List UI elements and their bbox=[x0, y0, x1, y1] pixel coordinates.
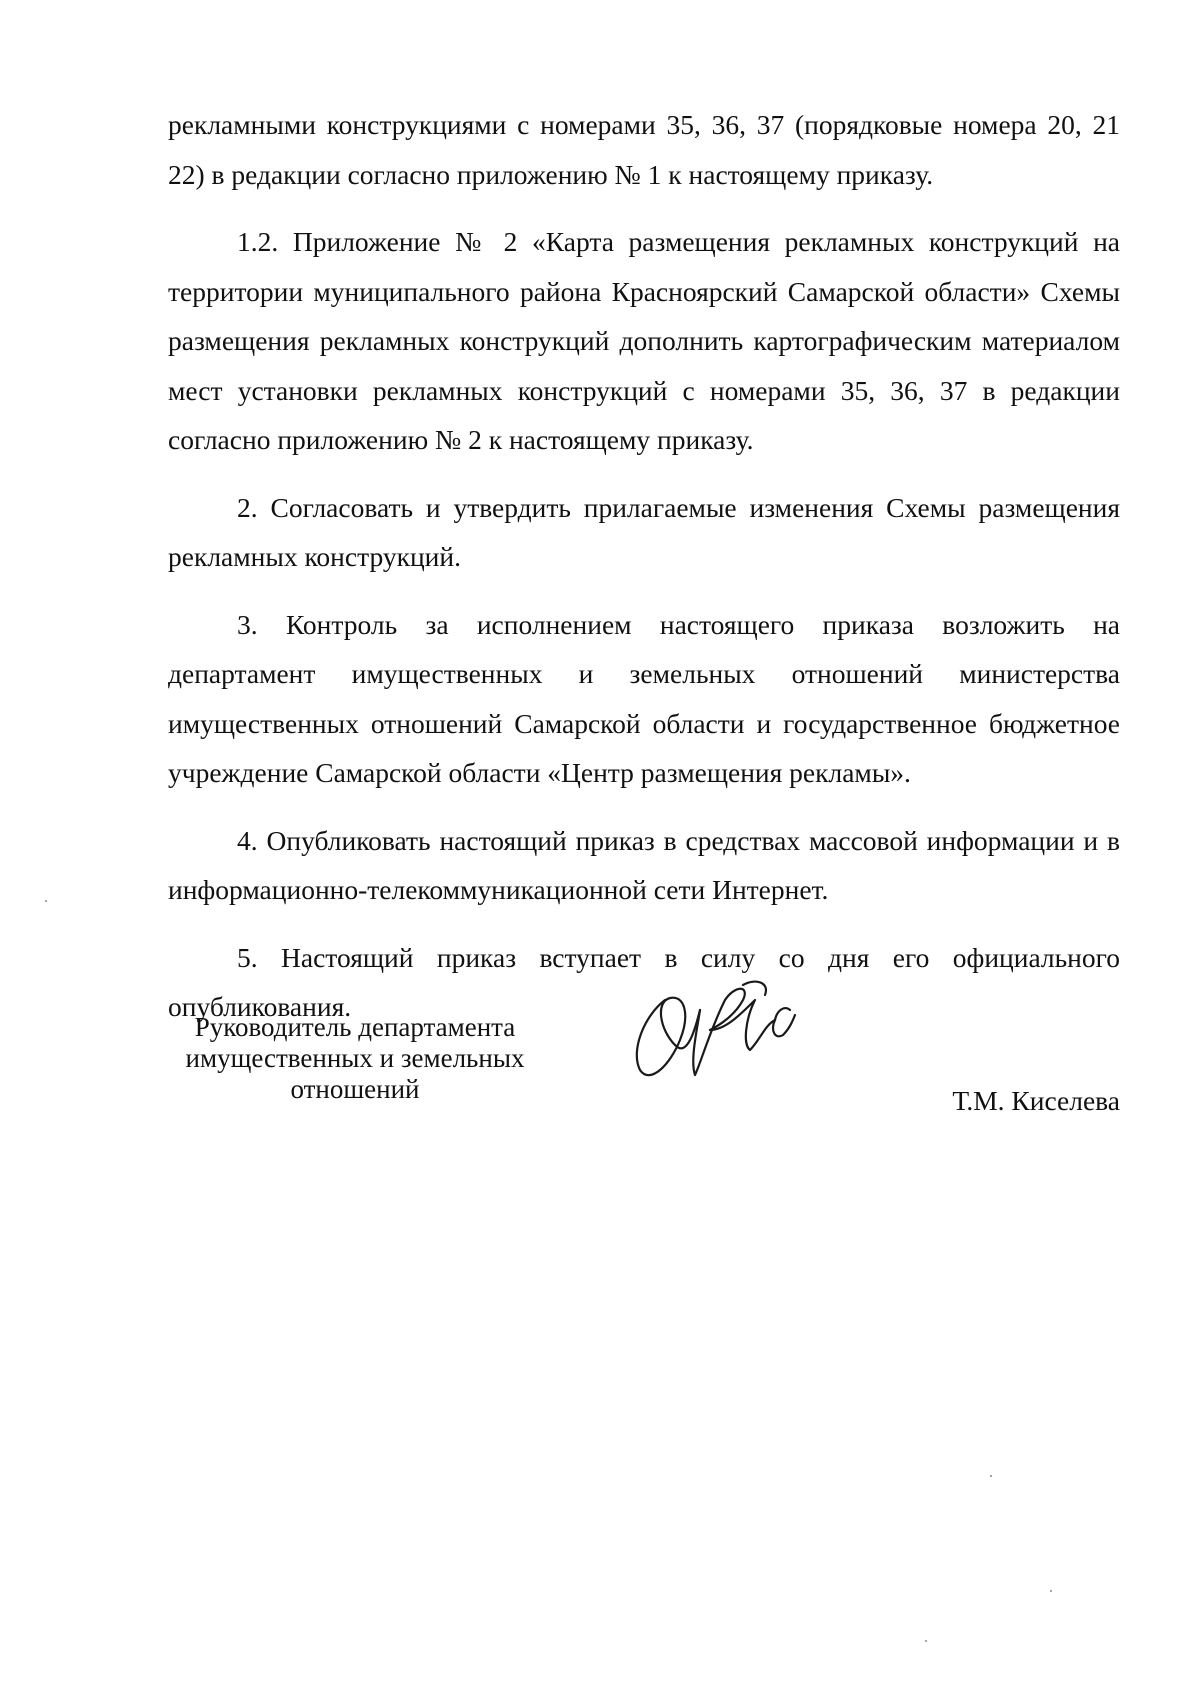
document-body bbox=[168, 100, 1120, 1032]
paragraph-4: 4. Опубликовать настоящий приказ в средствах массовой информации и в информационно-телекоммуникационной сети Интернет. bbox=[168, 824, 1120, 905]
signer-position-line-1: Руководитель департамента bbox=[194, 1012, 516, 1042]
paragraph-2: 2. Согласовать и утвердить прилагаемые изменения Схемы размещения рекламных конструкций. bbox=[168, 491, 1120, 572]
handwritten-signature bbox=[625, 970, 825, 1090]
scan-speck bbox=[45, 900, 47, 902]
signer-position-line-3: отношений bbox=[290, 1074, 420, 1104]
signer-position bbox=[150, 1012, 560, 1105]
paragraph-1-continuation: рекламными конструкциями с номерами 35, 36, 37 (порядковые номера 20, 21 22) в редакции согласно приложению № 1 к настоящему приказу. bbox=[168, 109, 1120, 190]
scan-speck bbox=[925, 1640, 927, 1642]
scan-speck bbox=[1050, 1590, 1052, 1592]
paragraph-3: 3. Контроль за исполнением настоящего приказа возложить на департамент имущественных и земельных отношений министерства имущественных отношений Самарской области и государственное бюджетное учреждение Самарской области «Центр размещения рекламы». bbox=[168, 608, 1120, 788]
paragraph-5: 5. Настоящий приказ вступает в силу со дня его официального опубликования. bbox=[168, 941, 1120, 1022]
signer-name: Т.М. Киселева bbox=[952, 1085, 1120, 1116]
paragraph-1-2: 1.2. Приложение № 2 «Карта размещения рекламных конструкций на территории муниципального района Красноярский Самарской области» Схемы размещения рекламных конструкций дополнить картографическим материалом мест установки рекламных конструкций с номерами 35, 36, 37 в редакции согласно приложению № 2 к настоящему приказу. bbox=[168, 226, 1120, 455]
signer-position-line-2: имущественных и земельных bbox=[185, 1043, 525, 1073]
scan-speck bbox=[990, 1475, 992, 1477]
